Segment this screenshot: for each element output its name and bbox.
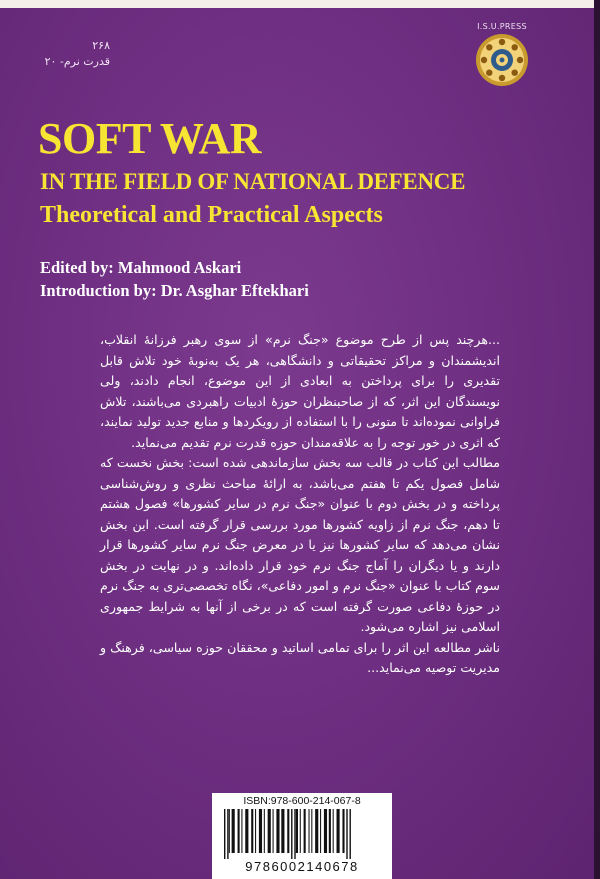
- book-subtitle-2: Theoretical and Practical Aspects: [40, 202, 383, 228]
- publisher-label: I.S.U.PRESS: [477, 22, 527, 31]
- publisher-emblem-icon: [475, 33, 529, 87]
- blurb-text: [100, 330, 500, 679]
- book-title: SOFT WAR: [38, 114, 262, 163]
- right-edge: [594, 0, 600, 879]
- blurb-paragraph-1: ...هرچند پس از طرح موضوع «جنگ نرم» از سوی رهبر فرزانهٔ انقلاب، اندیشمندان و مراکز تحقیقاتی و دانشگاهی، هر یک به‌نوبهٔ خود تلاش قابل تقدیری را برای پرداختن به ابعادی از این موضوع، انجام دادند، ولی نویسندگان این اثر، که از صاحبنظران حوزهٔ ادبیات راهبردی می‌باشند، تلاش فراوانی نموده‌اند تا متونی را با استفاده از رویکردها و منابع جدید تولید نمایند، که اثری در خور توجه را به علاقه‌مندان حوزه قدرت نرم تقدیم می‌نماید.: [100, 332, 500, 450]
- series-number: ۲۶۸: [92, 39, 110, 52]
- isbn-digits: 9786002140678: [245, 859, 359, 874]
- series-info: [40, 38, 110, 70]
- book-subtitle: IN THE FIELD OF NATIONAL DEFENCE: [40, 169, 466, 194]
- barcode-graphic: [220, 809, 384, 861]
- blurb-paragraph-2: مطالب این کتاب در قالب سه بخش سازماندهی شده است: بخش نخست که شامل فصول یکم تا هفتم می‌باشد، به ارائهٔ مباحث نظری و روش‌شناسی پرداخته و در بخش دوم با عنوان «جنگ نرم در سایر کشورها» فصول هشتم تا دهم، جنگ نرم از زاویه کشورها مورد بررسی قرار گرفته است. این بخش نشان می‌دهد که سایر کشورها نیز یا در معرض جنگ نرم سایر کشورها قرار دارند و یا دیگران را آماج جنگ نرم خود قرار داده‌اند. و در نهایت در بخش سوم کتاب با عنوان «جنگ نرم و امور دفاعی»، نگاه تخصصی‌تری به جنگ نرم در حوزهٔ دفاعی صورت گرفته است که در برخی از آنها به شرایط جمهوری اسلامی نیز اشاره می‌شود.: [100, 455, 500, 634]
- series-line: قدرت نرم- ۲۰: [44, 55, 110, 68]
- editor-credit: Edited by: Mahmood Askari: [40, 258, 242, 277]
- credits: [40, 256, 560, 302]
- top-edge: [0, 0, 600, 8]
- barcode-box: [212, 793, 392, 879]
- publisher-block: [467, 22, 537, 87]
- introduction-credit: Introduction by: Dr. Asghar Eftekhari: [40, 281, 309, 300]
- isbn-label: ISBN:978-600-214-067-8: [243, 795, 361, 807]
- blurb-paragraph-3: ناشر مطالعه این اثر را برای تمامی اساتید و محققان حوزه سیاسی، فرهنگ و مدیریت توصیه می‌نماید...: [100, 639, 500, 675]
